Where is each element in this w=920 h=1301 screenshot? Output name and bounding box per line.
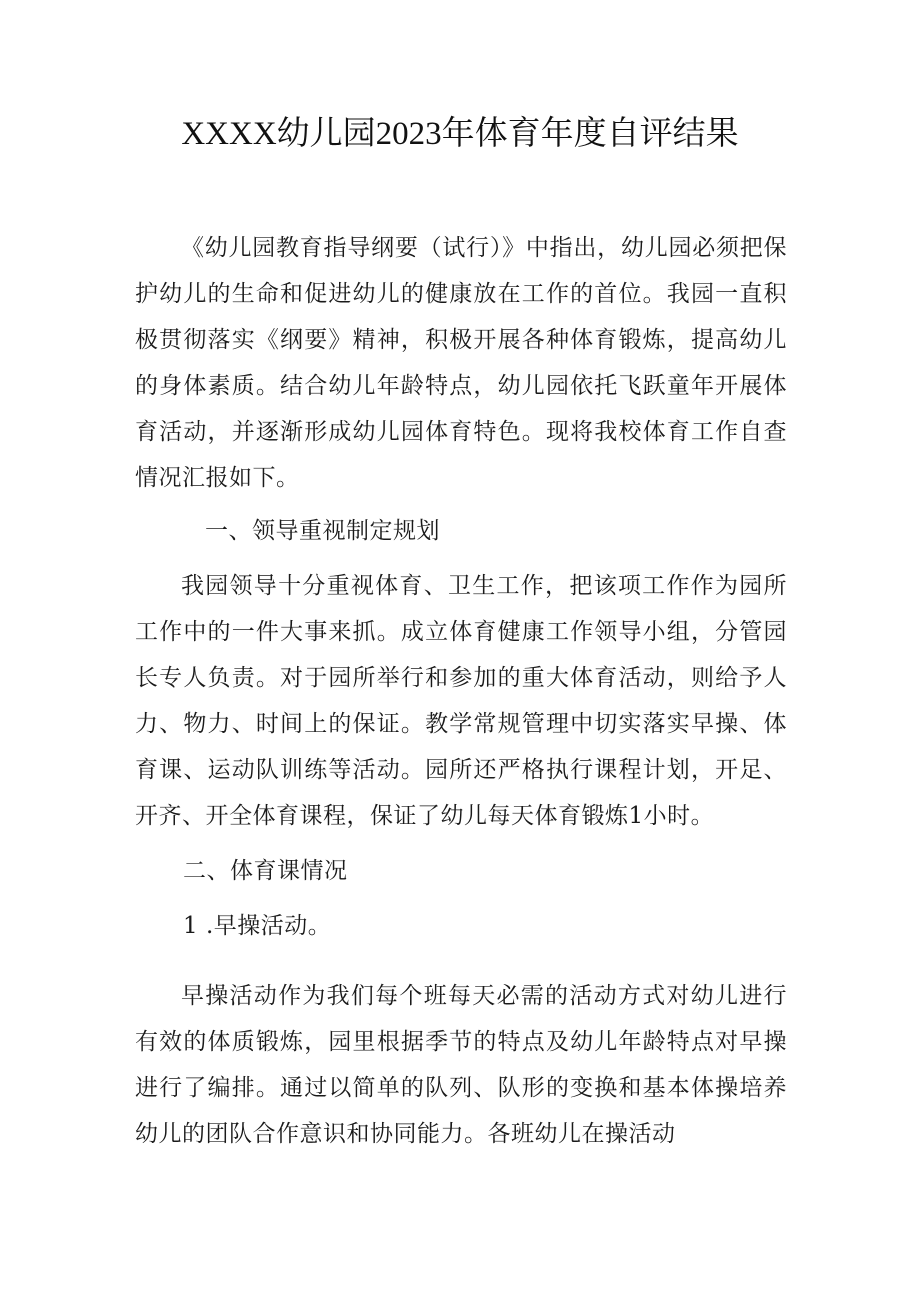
section1-paragraph: 我园领导十分重视体育、卫生工作，把该项工作作为园所工作中的一件大事来抓。成立体育健康工作领导小组，分管园长专人负责。对于园所举行和参加的重大体育活动，则给予人力、物力、时间上的保证。教学常规管理中切实落实早操、体育课、运动队训练等活动。园所还严格执行课程计划，开足、开齐、开全体育课程，保证了幼儿每天体育锻炼1小时。 [135,573,787,829]
subsection1-heading: 1 .早操活动。 [183,913,332,939]
section1-heading: 一、领导重视制定规划 [205,518,440,544]
subsection1-paragraph: 早操活动作为我们每个班每天必需的活动方式对幼儿进行有效的体质锻炼，园里根据季节的特点及幼儿年龄特点对早操进行了编排。通过以简单的队列、队形的变换和基本体操培养幼儿的团队合作意识和协同能力。各班幼儿在操活动 [135,983,787,1147]
intro-paragraph: 《幼儿园教育指导纲要（试行）》中指出，幼儿园必须把保护幼儿的生命和促进幼儿的健康放在工作的首位。我园一直积极贯彻落实《纲要》精神，积极开展各种体育锻炼，提高幼儿的身体素质。结合幼儿年龄特点，幼儿园依托飞跃童年开展体育活动，并逐渐形成幼儿园体育特色。现将我校体育工作自查情况汇报如下。 [135,235,787,491]
section2-heading: 二、体育课情况 [183,858,348,884]
document-title: XXXX幼儿园2023年体育年度自评结果 [181,116,739,152]
